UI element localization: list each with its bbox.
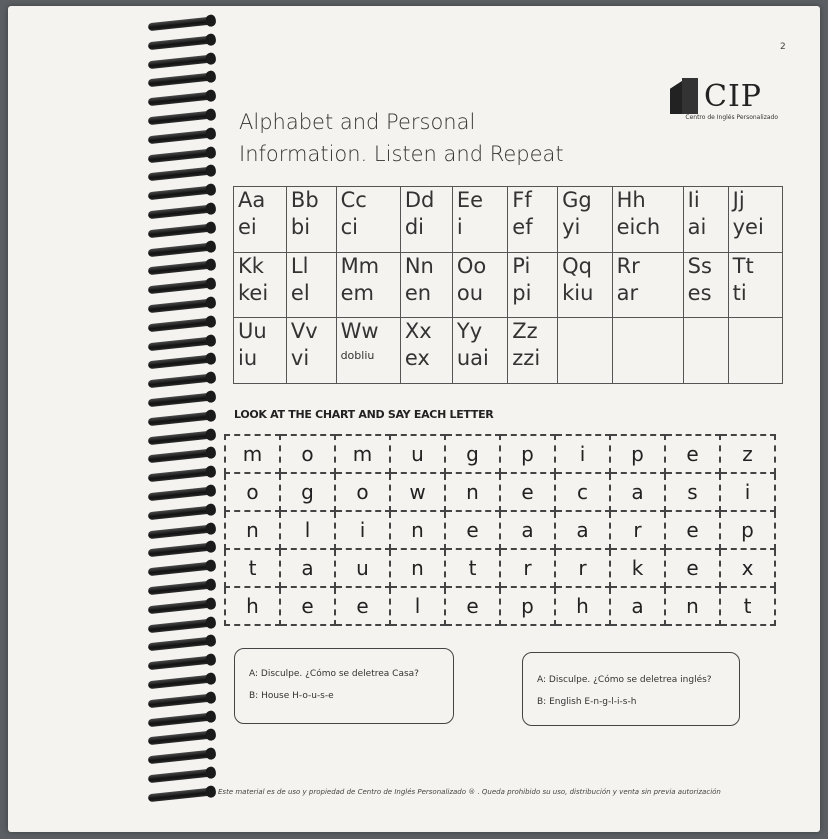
- grid-letter: p: [610, 435, 665, 473]
- alphabet-cell: [508, 318, 558, 384]
- alphabet-cell: [508, 252, 558, 318]
- logo-text: CIP: [704, 79, 762, 114]
- spiral-coil: [148, 750, 210, 764]
- letter-pair: Ee: [456, 188, 484, 212]
- grid-letter: e: [665, 549, 720, 587]
- alphabet-table: [233, 186, 783, 384]
- look-heading: LOOK AT THE CHART AND SAY EACH LETTER: [234, 408, 494, 421]
- grid-letter: e: [445, 511, 500, 549]
- letter-pair: Cc: [340, 188, 367, 212]
- alphabet-row: [234, 187, 783, 253]
- grid-letter: i: [720, 473, 775, 511]
- spiral-coil: [148, 318, 210, 332]
- letter-pair: Pi: [512, 253, 531, 278]
- grid-letter: g: [445, 435, 500, 473]
- grid-letter: p: [720, 511, 775, 549]
- spiral-coil: [148, 543, 210, 557]
- spiral-coil: [148, 280, 210, 294]
- spiral-coil: [148, 336, 210, 350]
- alphabet-cell: [683, 187, 728, 253]
- spiral-coil: [148, 581, 210, 595]
- title-line-2: Information. Listen and Repeat: [239, 142, 564, 166]
- letter-pronunciation: kei: [238, 280, 269, 305]
- letter-pair: Ss: [687, 253, 712, 278]
- alphabet-cell: [400, 187, 452, 253]
- spiral-coil: [148, 355, 210, 369]
- alphabet-row: [234, 252, 783, 318]
- letter-pronunciation: en: [404, 280, 432, 305]
- grid-letter: i: [335, 511, 390, 549]
- alphabet-cell: [728, 318, 782, 384]
- letter-pronunciation: ti: [732, 280, 747, 305]
- letter-pronunciation: eich: [616, 215, 661, 239]
- spiral-coil: [148, 17, 210, 31]
- grid-letter: u: [390, 435, 445, 473]
- letter-pair: Bb: [290, 188, 319, 212]
- spiral-coil: [148, 54, 210, 68]
- letter-pair: Dd: [404, 188, 435, 212]
- grid-letter: e: [500, 473, 555, 511]
- grid-letter: e: [665, 511, 720, 549]
- spiral-coil: [148, 694, 210, 708]
- spiral-coil: [148, 618, 210, 632]
- spiral-coil: [148, 487, 210, 501]
- grid-letter: i: [555, 435, 610, 473]
- alphabet-cell: [234, 252, 287, 318]
- grid-letter: n: [225, 511, 280, 549]
- letter-pronunciation: bi: [290, 215, 311, 239]
- spiral-coil: [148, 468, 210, 482]
- grid-letter: e: [445, 587, 500, 625]
- dialog-left-answer: B: House H-o-u-s-e: [249, 691, 334, 701]
- spiral-coil: [148, 205, 210, 219]
- grid-letter: s: [665, 473, 720, 511]
- spiral-coil: [148, 167, 210, 181]
- letter-pronunciation: ex: [404, 346, 430, 371]
- letter-pronunciation: zzi: [512, 346, 541, 371]
- grid-row: [225, 549, 775, 587]
- alphabet-cell: [336, 318, 400, 384]
- spiral-coil: [148, 731, 210, 745]
- grid-letter: e: [335, 587, 390, 625]
- grid-letter: x: [720, 549, 775, 587]
- logo-subtitle: Centro de Inglés Personalizado: [685, 114, 778, 121]
- letter-pronunciation: vi: [290, 346, 310, 371]
- grid-letter: l: [280, 511, 335, 549]
- alphabet-cell: [234, 318, 287, 384]
- spiral-coil: [148, 111, 210, 125]
- alphabet-row: [234, 318, 783, 384]
- grid-letter: r: [555, 549, 610, 587]
- alphabet-cell: [286, 318, 336, 384]
- letter-pair: Qq: [562, 253, 592, 278]
- grid-letter: t: [720, 587, 775, 625]
- alphabet-cell: [452, 318, 507, 384]
- letter-pronunciation: i: [456, 215, 463, 239]
- letter-pronunciation: es: [687, 280, 712, 305]
- letter-pair: Tt: [732, 253, 754, 278]
- alphabet-cell: [508, 187, 558, 253]
- spiral-coil: [148, 769, 210, 783]
- letter-pronunciation: ai: [687, 215, 707, 239]
- letter-pronunciation: ou: [456, 280, 484, 305]
- grid-letter: t: [445, 549, 500, 587]
- grid-letter: p: [500, 587, 555, 625]
- grid-row: [225, 511, 775, 549]
- letter-pronunciation: kiu: [562, 280, 594, 305]
- alphabet-cell: [400, 318, 452, 384]
- grid-letter: o: [335, 473, 390, 511]
- grid-letter: h: [225, 587, 280, 625]
- alphabet-cell: [452, 187, 507, 253]
- spiral-coil: [148, 374, 210, 388]
- alphabet-cell: [558, 318, 612, 384]
- page-title: [239, 106, 659, 170]
- letter-pronunciation: el: [290, 280, 310, 305]
- letter-pair: Aa: [238, 188, 266, 212]
- letter-pair: Jj: [732, 188, 745, 212]
- letter-pair: Ff: [512, 188, 532, 212]
- spiral-coil: [148, 148, 210, 162]
- grid-letter: a: [610, 473, 665, 511]
- letter-pronunciation: pi: [512, 280, 532, 305]
- alphabet-cell: [612, 252, 683, 318]
- letter-pair: Ii: [687, 188, 700, 212]
- grid-letter: a: [610, 587, 665, 625]
- letter-pronunciation: iu: [238, 346, 258, 371]
- spiral-coil: [148, 430, 210, 444]
- grid-row: [225, 473, 775, 511]
- grid-row: [225, 587, 775, 625]
- spiral-coil: [148, 449, 210, 463]
- spiral-coil: [148, 130, 210, 144]
- grid-letter: e: [280, 587, 335, 625]
- spiral-coil: [148, 600, 210, 614]
- grid-letter: o: [280, 435, 335, 473]
- grid-letter: n: [390, 549, 445, 587]
- grid-letter: r: [610, 511, 665, 549]
- spiral-coil: [148, 506, 210, 520]
- spiral-coil: [148, 242, 210, 256]
- grid-letter: a: [555, 511, 610, 549]
- alphabet-cell: [400, 252, 452, 318]
- letter-pronunciation: yei: [732, 215, 764, 239]
- letter-pronunciation: em: [340, 280, 374, 305]
- spiral-coil: [148, 73, 210, 87]
- spiral-coil: [148, 637, 210, 651]
- letter-pair: Ww: [340, 319, 379, 344]
- grid-row: [225, 435, 775, 473]
- grid-letter: r: [500, 549, 555, 587]
- grid-letter: a: [500, 511, 555, 549]
- alphabet-cell: [286, 252, 336, 318]
- letter-pair: Vv: [290, 319, 318, 344]
- logo-icon-bar: [682, 78, 698, 114]
- cip-logo: [668, 76, 778, 130]
- spiral-coil: [148, 261, 210, 275]
- grid-letter: h: [555, 587, 610, 625]
- letter-pair: Nn: [404, 253, 434, 278]
- spiral-coil: [148, 224, 210, 238]
- alphabet-cell: [452, 252, 507, 318]
- letter-pair: Oo: [456, 253, 487, 278]
- grid-letter: k: [610, 549, 665, 587]
- letter-grid: [224, 434, 776, 626]
- alphabet-cell: [336, 252, 400, 318]
- letter-pair: Mm: [340, 253, 380, 278]
- alphabet-cell: [336, 187, 400, 253]
- dialog-box-right: [522, 652, 740, 726]
- dialog-box-left: [234, 648, 454, 724]
- grid-letter: u: [335, 549, 390, 587]
- grid-letter: g: [280, 473, 335, 511]
- spiral-binding: [148, 20, 218, 820]
- letter-pair: Hh: [616, 188, 646, 212]
- alphabet-cell: [728, 187, 782, 253]
- alphabet-cell: [558, 252, 612, 318]
- grid-letter: n: [665, 587, 720, 625]
- grid-letter: a: [280, 549, 335, 587]
- workbook-page: [8, 6, 820, 832]
- letter-pair: Rr: [616, 253, 640, 278]
- alphabet-cell: [728, 252, 782, 318]
- grid-letter: n: [390, 511, 445, 549]
- alphabet-cell: [612, 187, 683, 253]
- grid-letter: o: [225, 473, 280, 511]
- dialog-right-answer: B: English E-n-g-l-i-s-h: [537, 697, 637, 707]
- letter-pronunciation: ei: [238, 215, 257, 239]
- dialog-right-question: A: Disculpe. ¿Cómo se deletrea inglés?: [537, 675, 712, 685]
- spiral-coil: [148, 562, 210, 576]
- spiral-coil: [148, 675, 210, 689]
- letter-pair: Kk: [238, 253, 264, 278]
- letter-pronunciation: ef: [512, 215, 533, 239]
- spiral-coil: [148, 92, 210, 106]
- grid-letter: w: [390, 473, 445, 511]
- letter-pronunciation: uai: [456, 346, 489, 371]
- letter-pronunciation: dobliu: [340, 349, 375, 363]
- spiral-coil: [148, 186, 210, 200]
- dialog-left-question: A: Disculpe. ¿Cómo se deletrea Casa?: [249, 669, 419, 679]
- letter-pronunciation: ar: [616, 280, 639, 305]
- alphabet-cell: [683, 318, 728, 384]
- spiral-coil: [148, 299, 210, 313]
- spiral-coil: [148, 393, 210, 407]
- grid-letter: m: [225, 435, 280, 473]
- grid-letter: m: [335, 435, 390, 473]
- letter-pair: Xx: [404, 319, 432, 344]
- grid-letter: z: [720, 435, 775, 473]
- spiral-coil: [148, 412, 210, 426]
- grid-letter: c: [555, 473, 610, 511]
- letter-pronunciation: di: [404, 215, 425, 239]
- alphabet-cell: [612, 318, 683, 384]
- alphabet-cell: [286, 187, 336, 253]
- letter-pair: Uu: [238, 319, 267, 344]
- grid-letter: n: [445, 473, 500, 511]
- letter-pair: Gg: [562, 188, 592, 212]
- alphabet-cell: [683, 252, 728, 318]
- page-number: 2: [780, 42, 786, 52]
- grid-letter: p: [500, 435, 555, 473]
- spiral-coil: [148, 524, 210, 538]
- spiral-coil: [148, 656, 210, 670]
- letter-pair: Yy: [456, 319, 483, 344]
- spiral-coil: [148, 788, 210, 802]
- copyright-footer: Este material es de uso y propiedad de Centro de Inglés Personalizado ® . Queda prohibido su uso, distribución y venta sin previa autorización: [218, 788, 721, 796]
- grid-letter: l: [390, 587, 445, 625]
- alphabet-cell: [558, 187, 612, 253]
- spiral-coil: [148, 712, 210, 726]
- spiral-coil: [148, 36, 210, 50]
- letter-pair: Ll: [290, 253, 309, 278]
- grid-letter: t: [225, 549, 280, 587]
- letter-pronunciation: ci: [340, 215, 358, 239]
- grid-letter: e: [665, 435, 720, 473]
- letter-pronunciation: yi: [562, 215, 581, 239]
- alphabet-cell: [234, 187, 287, 253]
- title-line-1: Alphabet and Personal: [239, 110, 476, 134]
- letter-pair: Zz: [512, 319, 538, 344]
